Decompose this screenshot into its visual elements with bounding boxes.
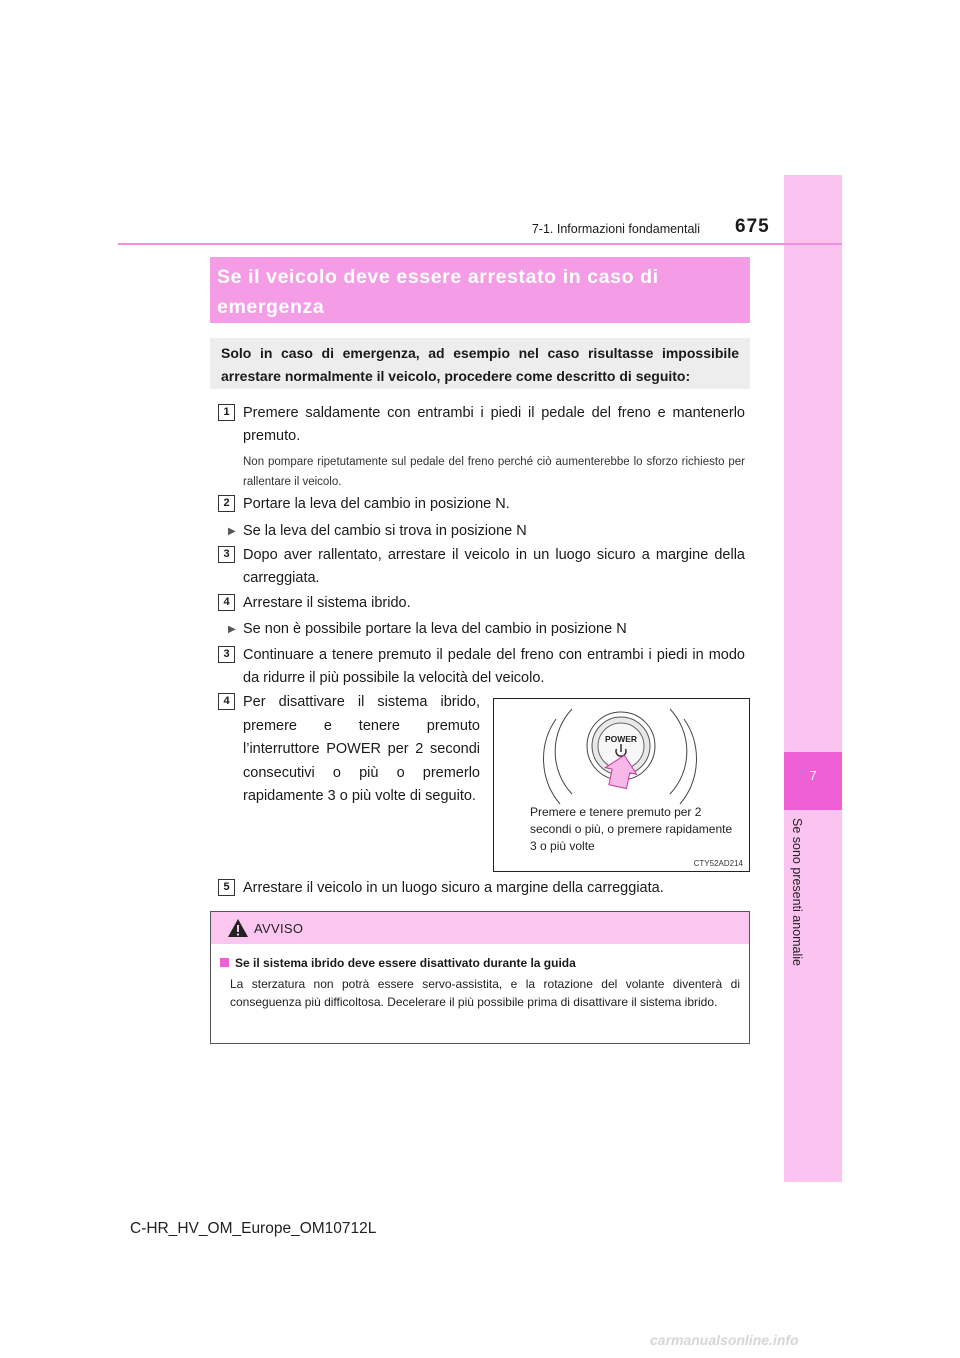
step-note: Non pompare ripetutamente sul pedale del freno perché ciò aumenterebbe lo sforzo richiesto per rallentare il veicolo.	[243, 456, 745, 488]
warning-subtitle	[220, 956, 576, 970]
condition-item	[228, 618, 627, 641]
warning-text: La sterzatura non potrà essere servo-assistita, e la rotazione del volante diventerà di conseguenza più difficoltosa. Decelerare il più possibile prima di disattivare il sistema ibrido.	[230, 977, 740, 1009]
footer-doc-id: C-HR_HV_OM_Europe_OM10712L	[130, 1220, 377, 1237]
side-chapter-number: 7	[809, 768, 817, 783]
step-badge: 2	[218, 495, 235, 512]
warning-subtitle-text: Se il sistema ibrido deve essere disattivato durante la guida	[235, 956, 576, 970]
square-bullet-icon	[220, 958, 229, 967]
condition-text: Se non è possibile portare la leva del cambio in posizione N	[243, 621, 627, 637]
step-text: Arrestare il sistema ibrido.	[243, 595, 411, 611]
step-text: Portare la leva del cambio in posizione N.	[243, 496, 510, 512]
warning-title: AVVISO	[254, 921, 304, 936]
step-text: Premere saldamente con entrambi i piedi il pedale del freno e mantenerlo premuto.	[243, 405, 745, 444]
warning-header	[211, 912, 749, 944]
step-text: Dopo aver rallentato, arrestare il veicolo in un luogo sicuro a margine della carreggiata.	[243, 547, 745, 586]
figure-caption: Premere e tenere premuto per 2 secondi o più, o premere rapidamente 3 o più volte	[530, 805, 733, 853]
condition-item	[228, 520, 527, 543]
header-rule	[118, 243, 842, 245]
side-chapter-tab	[784, 175, 842, 1182]
step-text: Arrestare il veicolo in un luogo sicuro a margine della carreggiata.	[243, 880, 664, 896]
warning-box	[210, 911, 750, 1044]
figure-code: CTY52AD214	[693, 859, 743, 868]
page-number: 675	[735, 216, 770, 237]
power-button-label: POWER	[604, 734, 638, 744]
step-badge: 1	[218, 404, 235, 421]
section-label: 7-1. Informazioni fondamentali	[531, 222, 700, 236]
side-chapter-title: Se sono presenti anomalie	[790, 818, 804, 967]
step-badge: 3	[218, 646, 235, 663]
triangle-bullet-icon: ▶	[228, 526, 236, 537]
step-badge: 4	[218, 693, 235, 710]
warning-triangle-icon	[227, 918, 249, 943]
intro-text: Solo in caso di emergenza, ad esempio nel caso risultasse impossibile arrestare normalmente il veicolo, procedere come descritto di seguito:	[210, 338, 750, 389]
step-text: Per disattivare il sistema ibrido, premere e tenere premuto l’interruttore POWER per 2 secondi consecutivi o più o premerlo rapidamente 3 o più volte di seguito.	[243, 694, 480, 804]
step-badge: 5	[218, 879, 235, 896]
step-text: Continuare a tenere premuto il pedale del freno con entrambi i piedi in modo da ridurre il più possibile la velocità del veicolo.	[243, 647, 745, 686]
triangle-bullet-icon: ▶	[228, 624, 236, 635]
step-badge: 4	[218, 594, 235, 611]
step-badge: 3	[218, 546, 235, 563]
site-watermark: carmanualsonline.info	[650, 1332, 799, 1348]
page-title: Se il veicolo deve essere arrestato in caso di emergenza	[210, 257, 750, 323]
condition-text: Se la leva del cambio si trova in posizione N	[243, 523, 527, 539]
power-switch-figure	[493, 698, 750, 872]
